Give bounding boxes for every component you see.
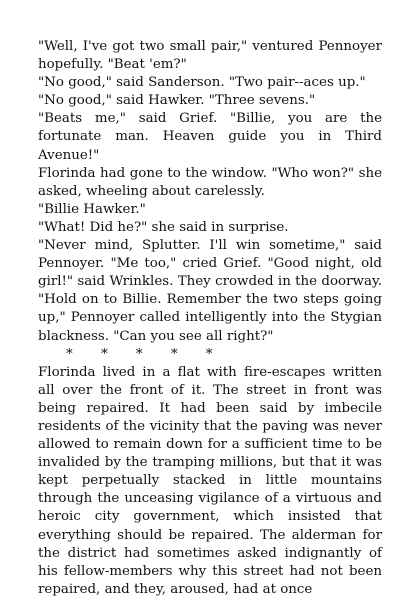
narrative-paragraph-florinda-window: Florinda had gone to the window. "Who won?" she asked, wheeling about carelessly. (38, 165, 382, 199)
section-separator: * * * * * (66, 346, 213, 362)
dialogue-paragraph-sanderson: "No good," said Sanderson. "Two pair--aces up." (38, 75, 366, 91)
dialogue-paragraph-grief: "Beats me," said Grief. "Billie, you are the fortunate man. Heaven guide you in Third Avenue!" (38, 111, 382, 163)
dialogue-paragraph-farewells: "Never mind, Splutter. I'll win sometime," said Pennoyer. "Me too," cried Grief. "Good night, old girl!" said Wrinkles. They crowded in the doorway. "Hold on to Billie. Remember the two steps going up," Pennoyer called intelligently into the Stygian blackness. "Can you see all right?" (38, 238, 382, 344)
dialogue-paragraph-pennoyer-pair: "Well, I've got two small pair," ventured Pennoyer hopefully. "Beat 'em?" (38, 39, 382, 73)
narrative-paragraph-florinda-flat: Florinda lived in a flat with fire-escapes written all over the front of it. The street in front was being repaired. It had been said by imbecile residents of the vicinity that the paving was never allowed to remain down for a sufficient time to be invalided by the tramping millions, but that it was kept perpetually stacked in little mountains through the unceasing vigilance of a virtuous and heroic city government, which insisted that everything should be repaired. The alderman for the district had sometimes asked indignantly of his fellow-members why this street had not been repaired, and they, aroused, had at once (38, 364, 382, 597)
document-page (38, 38, 382, 599)
dialogue-paragraph-surprise: "What! Did he?" she said in surprise. (38, 219, 289, 235)
dialogue-paragraph-hawker: "No good," said Hawker. "Three sevens." (38, 93, 316, 109)
dialogue-paragraph-billie-hawker: "Billie Hawker." (38, 201, 146, 217)
